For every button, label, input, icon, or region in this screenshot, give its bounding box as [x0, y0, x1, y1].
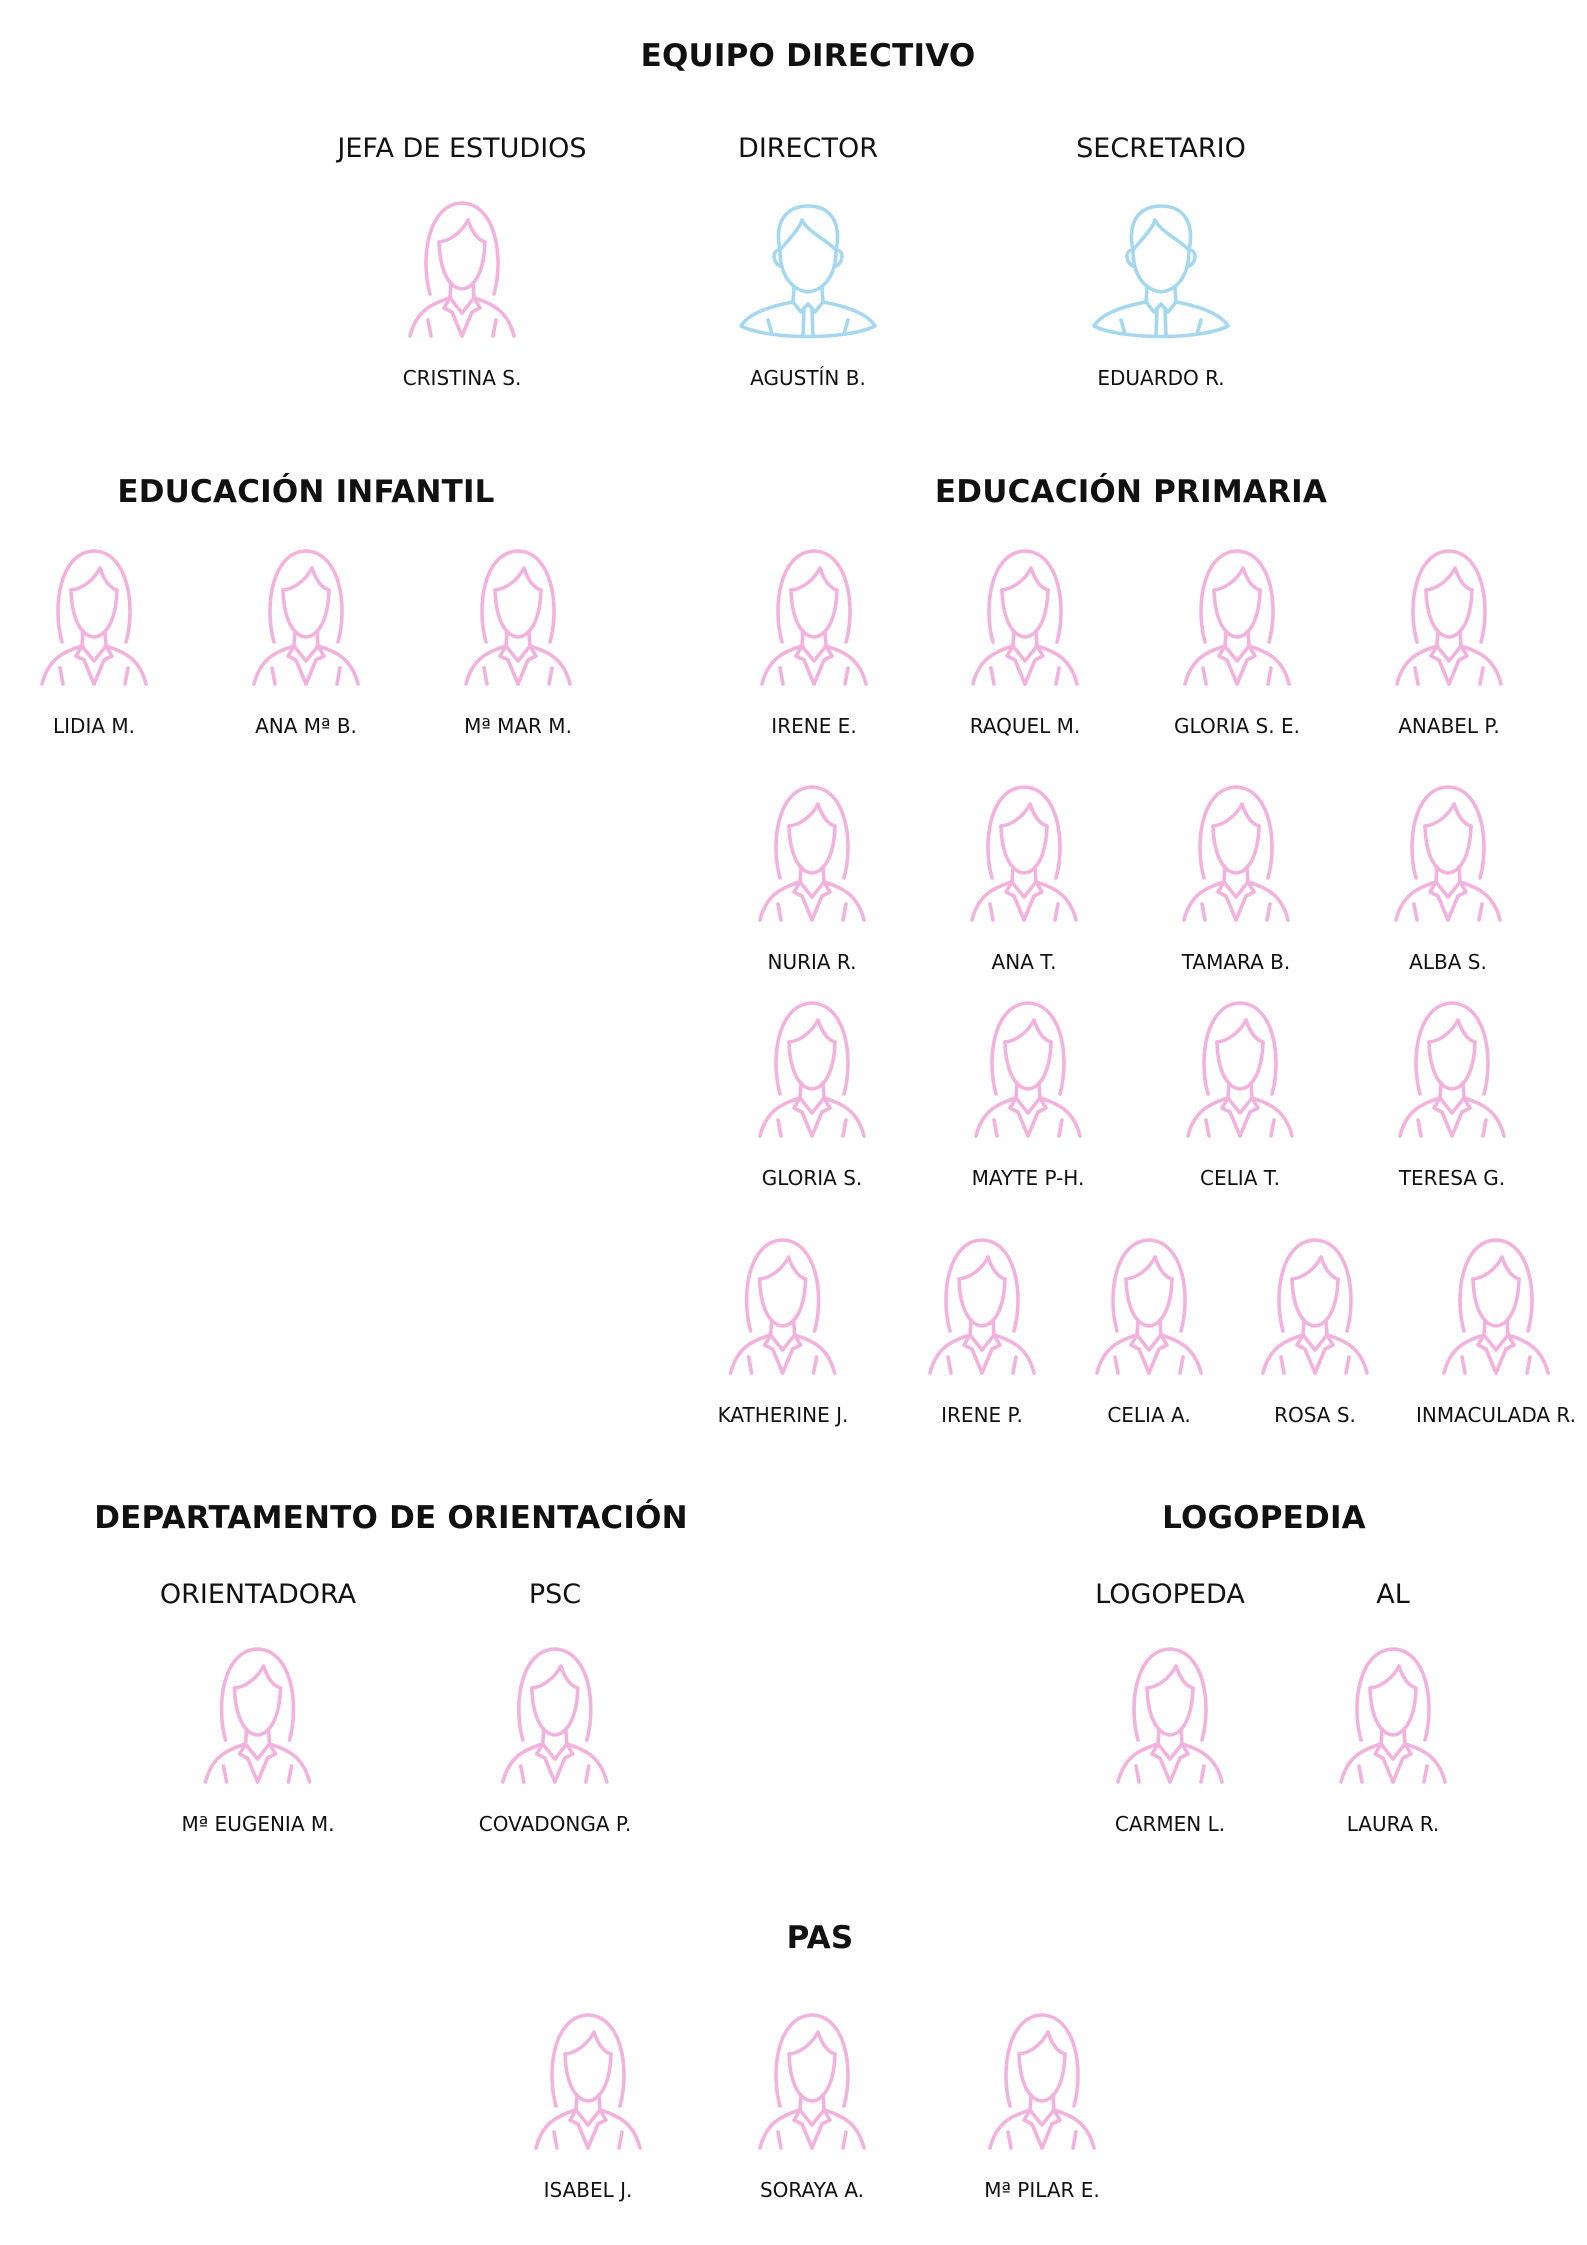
staff-member — [458, 546, 578, 736]
man-icon — [1091, 198, 1231, 338]
member-name: ANA T. — [991, 950, 1057, 974]
member-name: Mª MAR M. — [464, 714, 572, 738]
member-name: CRISTINA S. — [402, 366, 522, 390]
staff-member — [1091, 198, 1231, 388]
staff-member — [34, 546, 154, 736]
member-name: EDUARDO R. — [1097, 366, 1225, 390]
member-name: ROSA S. — [1274, 1403, 1356, 1427]
section-title: EDUCACIÓN PRIMARIA — [934, 474, 1328, 510]
woman-icon — [723, 1235, 843, 1375]
staff-member — [922, 1235, 1042, 1425]
woman-icon — [1389, 546, 1509, 686]
staff-member — [1388, 782, 1508, 972]
staff-member — [1174, 546, 1300, 736]
staff-member — [1110, 1644, 1230, 1834]
member-name: Mª EUGENIA M. — [181, 1812, 335, 1836]
staff-member — [1255, 1235, 1375, 1425]
member-name: ANABEL P. — [1398, 714, 1500, 738]
woman-icon — [1388, 782, 1508, 922]
woman-icon — [458, 546, 578, 686]
woman-icon — [1436, 1235, 1556, 1375]
member-name: KATHERINE J. — [717, 1403, 849, 1427]
woman-icon — [922, 1235, 1042, 1375]
section-title: DEPARTAMENTO DE ORIENTACIÓN — [94, 1500, 688, 1536]
woman-icon — [1110, 1644, 1230, 1784]
woman-icon — [752, 998, 872, 1138]
member-name: CARMEN L. — [1114, 1812, 1226, 1836]
woman-icon — [246, 546, 366, 686]
member-name: INMACULADA R. — [1416, 1403, 1576, 1427]
member-name: GLORIA S. — [761, 1166, 863, 1190]
staff-member — [968, 998, 1088, 1188]
woman-icon — [1177, 546, 1297, 686]
woman-icon — [198, 1644, 318, 1784]
staff-member — [752, 782, 872, 972]
staff-member — [965, 546, 1085, 736]
woman-icon — [968, 998, 1088, 1138]
woman-icon — [495, 1644, 615, 1784]
role-label: JEFA DE ESTUDIOS — [337, 133, 587, 164]
member-name: CELIA A. — [1107, 1403, 1191, 1427]
woman-icon — [528, 2010, 648, 2150]
staff-member — [964, 782, 1084, 972]
woman-icon — [1392, 998, 1512, 1138]
member-name: IRENE P. — [941, 1403, 1023, 1427]
section-title: EDUCACIÓN INFANTIL — [117, 474, 495, 510]
woman-icon — [1255, 1235, 1375, 1375]
section-title: LOGOPEDIA — [1162, 1500, 1366, 1536]
woman-icon — [1333, 1644, 1453, 1784]
staff-member — [982, 2010, 1102, 2200]
staff-member — [754, 546, 874, 736]
staff-member — [479, 1644, 631, 1834]
staff-member — [718, 1235, 849, 1425]
staff-member — [402, 198, 522, 388]
member-name: TERESA G. — [1398, 1166, 1506, 1190]
member-name: AGUSTÍN B. — [750, 366, 866, 390]
member-name: ANA Mª B. — [255, 714, 357, 738]
staff-member — [752, 2010, 872, 2200]
woman-icon — [752, 782, 872, 922]
member-name: TAMARA B. — [1181, 950, 1291, 974]
role-label: AL — [1376, 1579, 1410, 1610]
member-name: LIDIA M. — [53, 714, 135, 738]
staff-member — [528, 2010, 648, 2200]
staff-member — [246, 546, 366, 736]
role-label: LOGOPEDA — [1095, 1579, 1245, 1610]
woman-icon — [1180, 998, 1300, 1138]
member-name: RAQUEL M. — [969, 714, 1081, 738]
member-name: LAURA R. — [1346, 1812, 1440, 1836]
man-icon — [738, 198, 878, 338]
staff-member — [1392, 998, 1512, 1188]
staff-member — [1089, 1235, 1209, 1425]
staff-member — [182, 1644, 335, 1834]
woman-icon — [34, 546, 154, 686]
staff-member — [1416, 1235, 1576, 1425]
section-title: EQUIPO DIRECTIVO — [640, 38, 976, 74]
member-name: NURIA R. — [767, 950, 857, 974]
staff-member — [1180, 998, 1300, 1188]
member-name: GLORIA S. E. — [1174, 714, 1300, 738]
member-name: Mª PILAR E. — [984, 2178, 1100, 2202]
role-label: ORIENTADORA — [159, 1579, 357, 1610]
woman-icon — [982, 2010, 1102, 2150]
staff-member — [1176, 782, 1296, 972]
woman-icon — [964, 782, 1084, 922]
section-title: PAS — [786, 1920, 854, 1956]
woman-icon — [402, 198, 522, 338]
woman-icon — [965, 546, 1085, 686]
staff-member — [1333, 1644, 1453, 1834]
member-name: SORAYA A. — [759, 2178, 865, 2202]
member-name: MAYTE P-H. — [971, 1166, 1085, 1190]
woman-icon — [1176, 782, 1296, 922]
staff-member — [1389, 546, 1509, 736]
member-name: IRENE E. — [771, 714, 857, 738]
member-name: ALBA S. — [1409, 950, 1487, 974]
woman-icon — [754, 546, 874, 686]
staff-member — [752, 998, 872, 1188]
staff-member — [738, 198, 878, 388]
role-label: SECRETARIO — [1076, 133, 1246, 164]
woman-icon — [752, 2010, 872, 2150]
role-label: DIRECTOR — [738, 133, 878, 164]
member-name: ISABEL J. — [543, 2178, 633, 2202]
member-name: COVADONGA P. — [478, 1812, 632, 1836]
role-label: PSC — [528, 1579, 582, 1610]
woman-icon — [1089, 1235, 1209, 1375]
member-name: CELIA T. — [1200, 1166, 1280, 1190]
